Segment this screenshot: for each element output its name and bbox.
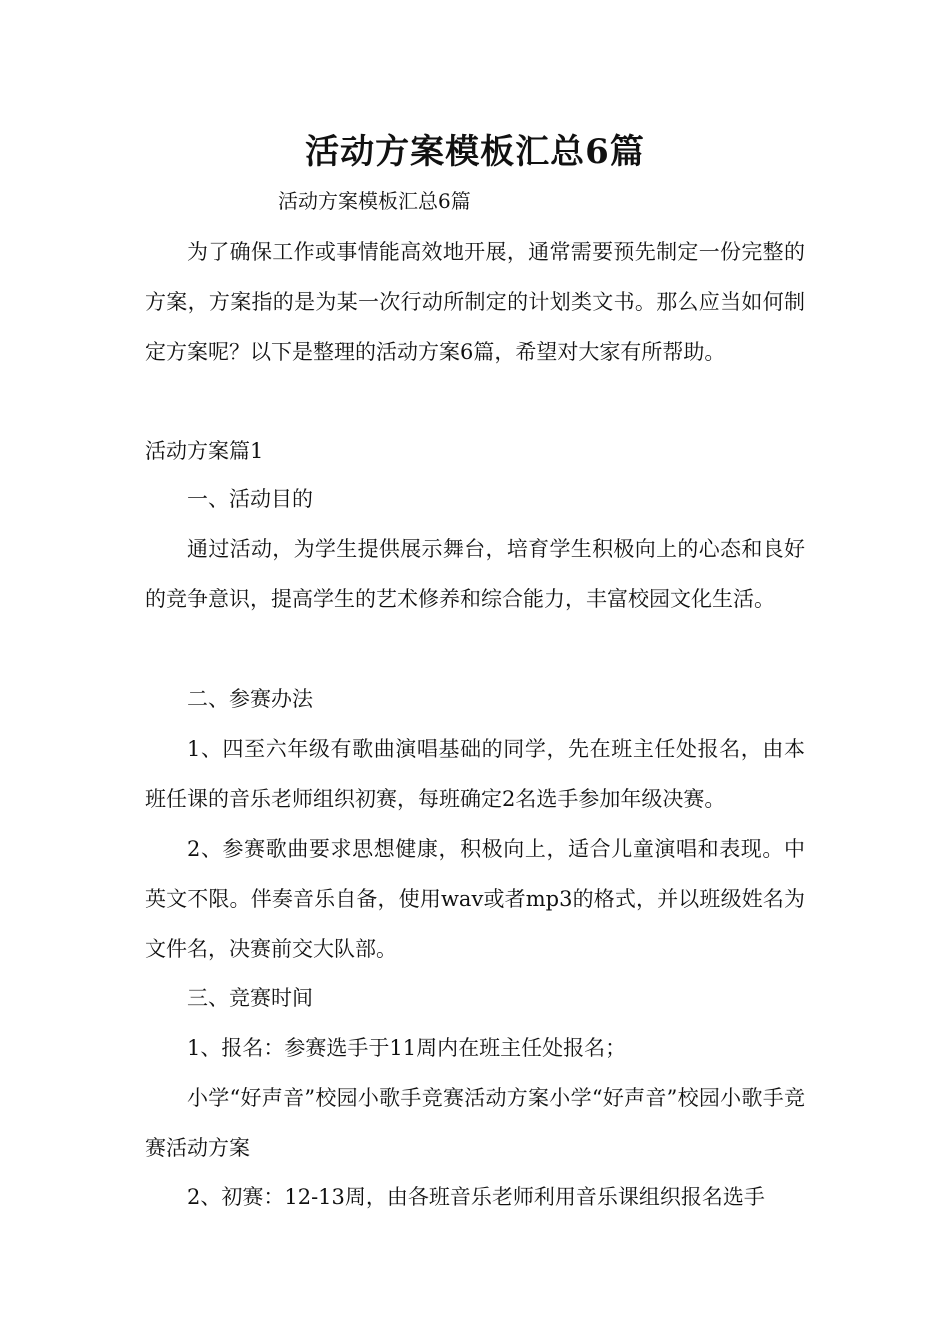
inserted-title-paragraph: 小学“好声音”校园小歌手竞赛活动方案小学“好声音”校园小歌手竞赛活动方案 [145,1086,805,1160]
document-title: 活动方案模板汇总6篇 [305,132,645,172]
heading-participation-method: 二、参赛办法 [187,687,313,711]
purpose-paragraph: 通过活动，为学生提供展示舞台，培育学生积极向上的心态和良好的竞争意识，提高学生的艺术修养和综合能力，丰富校园文化生活。 [145,537,805,611]
document-subtitle: 活动方案模板汇总6篇 [278,189,471,213]
time-item-preliminary: 2、初赛：12-13周，由各班音乐老师利用音乐课组织报名选手 [187,1185,765,1209]
method-item-1: 1、四至六年级有歌曲演唱基础的同学，先在班主任处报名，由本班任课的音乐老师组织初赛，每班确定2名选手参加年级决赛。 [145,737,805,811]
section-heading-plan-1: 活动方案篇1 [145,439,264,463]
heading-competition-time: 三、竞赛时间 [187,986,313,1010]
time-item-registration: 1、报名：参赛选手于11周内在班主任处报名； [187,1036,627,1060]
heading-activity-purpose: 一、活动目的 [187,487,313,511]
method-item-2: 2、参赛歌曲要求思想健康，积极向上，适合儿童演唱和表现。中英文不限。伴奏音乐自备，使用wav或者mp3的格式，并以班级姓名为文件名，决赛前交大队部。 [145,837,805,961]
intro-paragraph: 为了确保工作或事情能高效地开展，通常需要预先制定一份完整的方案，方案指的是为某一次行动所制定的计划类文书。那么应当如何制定方案呢？以下是整理的活动方案6篇，希望对大家有所帮助。 [145,240,805,364]
